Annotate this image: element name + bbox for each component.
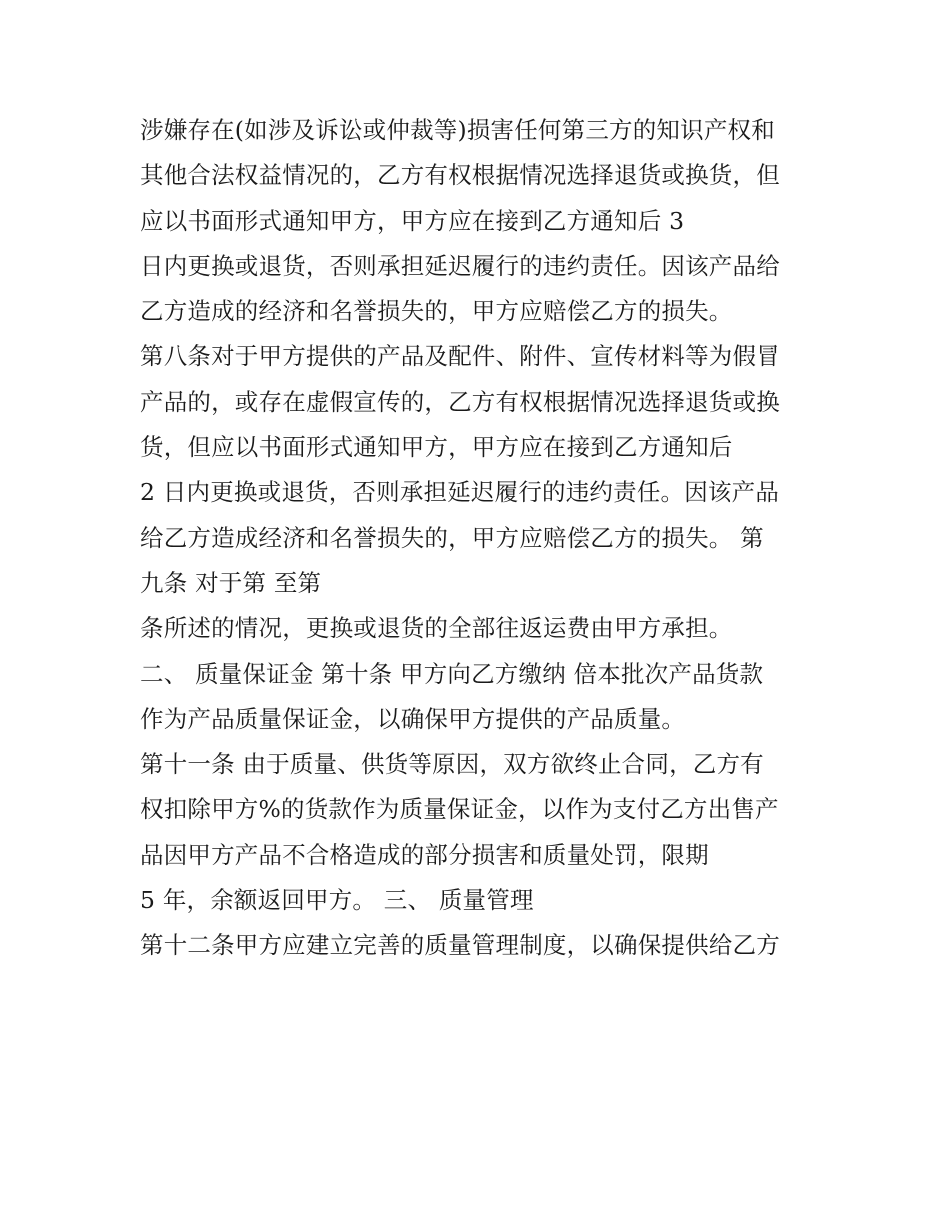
text-line: 品因甲方产品不合格造成的部分损害和质量处罚，限期 bbox=[140, 840, 709, 869]
text-line: 产品的，或存在虚假宣传的，乙方有权根据情况选择退货或换 bbox=[140, 387, 780, 416]
text-line: 货，但应以书面形式通知甲方，甲方应在接到乙方通知后 bbox=[140, 433, 733, 462]
text-line: 其他合法权益情况的，乙方有权根据情况选择退货或换货，但 bbox=[140, 161, 780, 190]
text-line: 条所述的情况，更换或退货的全部往返运费由甲方承担。 bbox=[140, 614, 733, 643]
text-line: 作为产品质量保证金，以确保甲方提供的产品质量。 bbox=[140, 704, 686, 733]
text-line: 2 日内更换或退货，否则承担延迟履行的违约责任。因该产品 bbox=[140, 478, 780, 507]
text-line: 九条 对于第 至第 bbox=[140, 568, 322, 597]
text-line: 5 年，余额返回甲方。 三、 质量管理 bbox=[140, 886, 534, 915]
text-line: 涉嫌存在(如涉及诉讼或仲裁等)损害任何第三方的知识产权和 bbox=[140, 116, 775, 144]
text-line: 给乙方造成经济和名誉损失的，甲方应赔偿乙方的损失。 第 bbox=[140, 523, 764, 552]
text-line: 应以书面形式通知甲方，甲方应在接到乙方通知后 3 bbox=[140, 206, 685, 235]
text-line: 第八条对于甲方提供的产品及配件、附件、宣传材料等为假冒 bbox=[140, 342, 780, 371]
text-line: 权扣除甲方%的货款作为质量保证金，以作为支付乙方出售产 bbox=[140, 795, 779, 824]
text-line: 乙方造成的经济和名誉损失的，甲方应赔偿乙方的损失。 bbox=[140, 297, 733, 326]
text-line: 第十二条甲方应建立完善的质量管理制度，以确保提供给乙方 bbox=[140, 931, 780, 960]
text-line: 第十一条 由于质量、供货等原因，双方欲终止合同，乙方有 bbox=[140, 750, 764, 779]
text-line: 二、 质量保证金 第十条 甲方向乙方缴纳 倍本批次产品货款 bbox=[140, 659, 764, 688]
contract-body-text bbox=[140, 108, 820, 969]
text-line: 日内更换或退货，否则承担延迟履行的违约责任。因该产品给 bbox=[140, 251, 780, 280]
